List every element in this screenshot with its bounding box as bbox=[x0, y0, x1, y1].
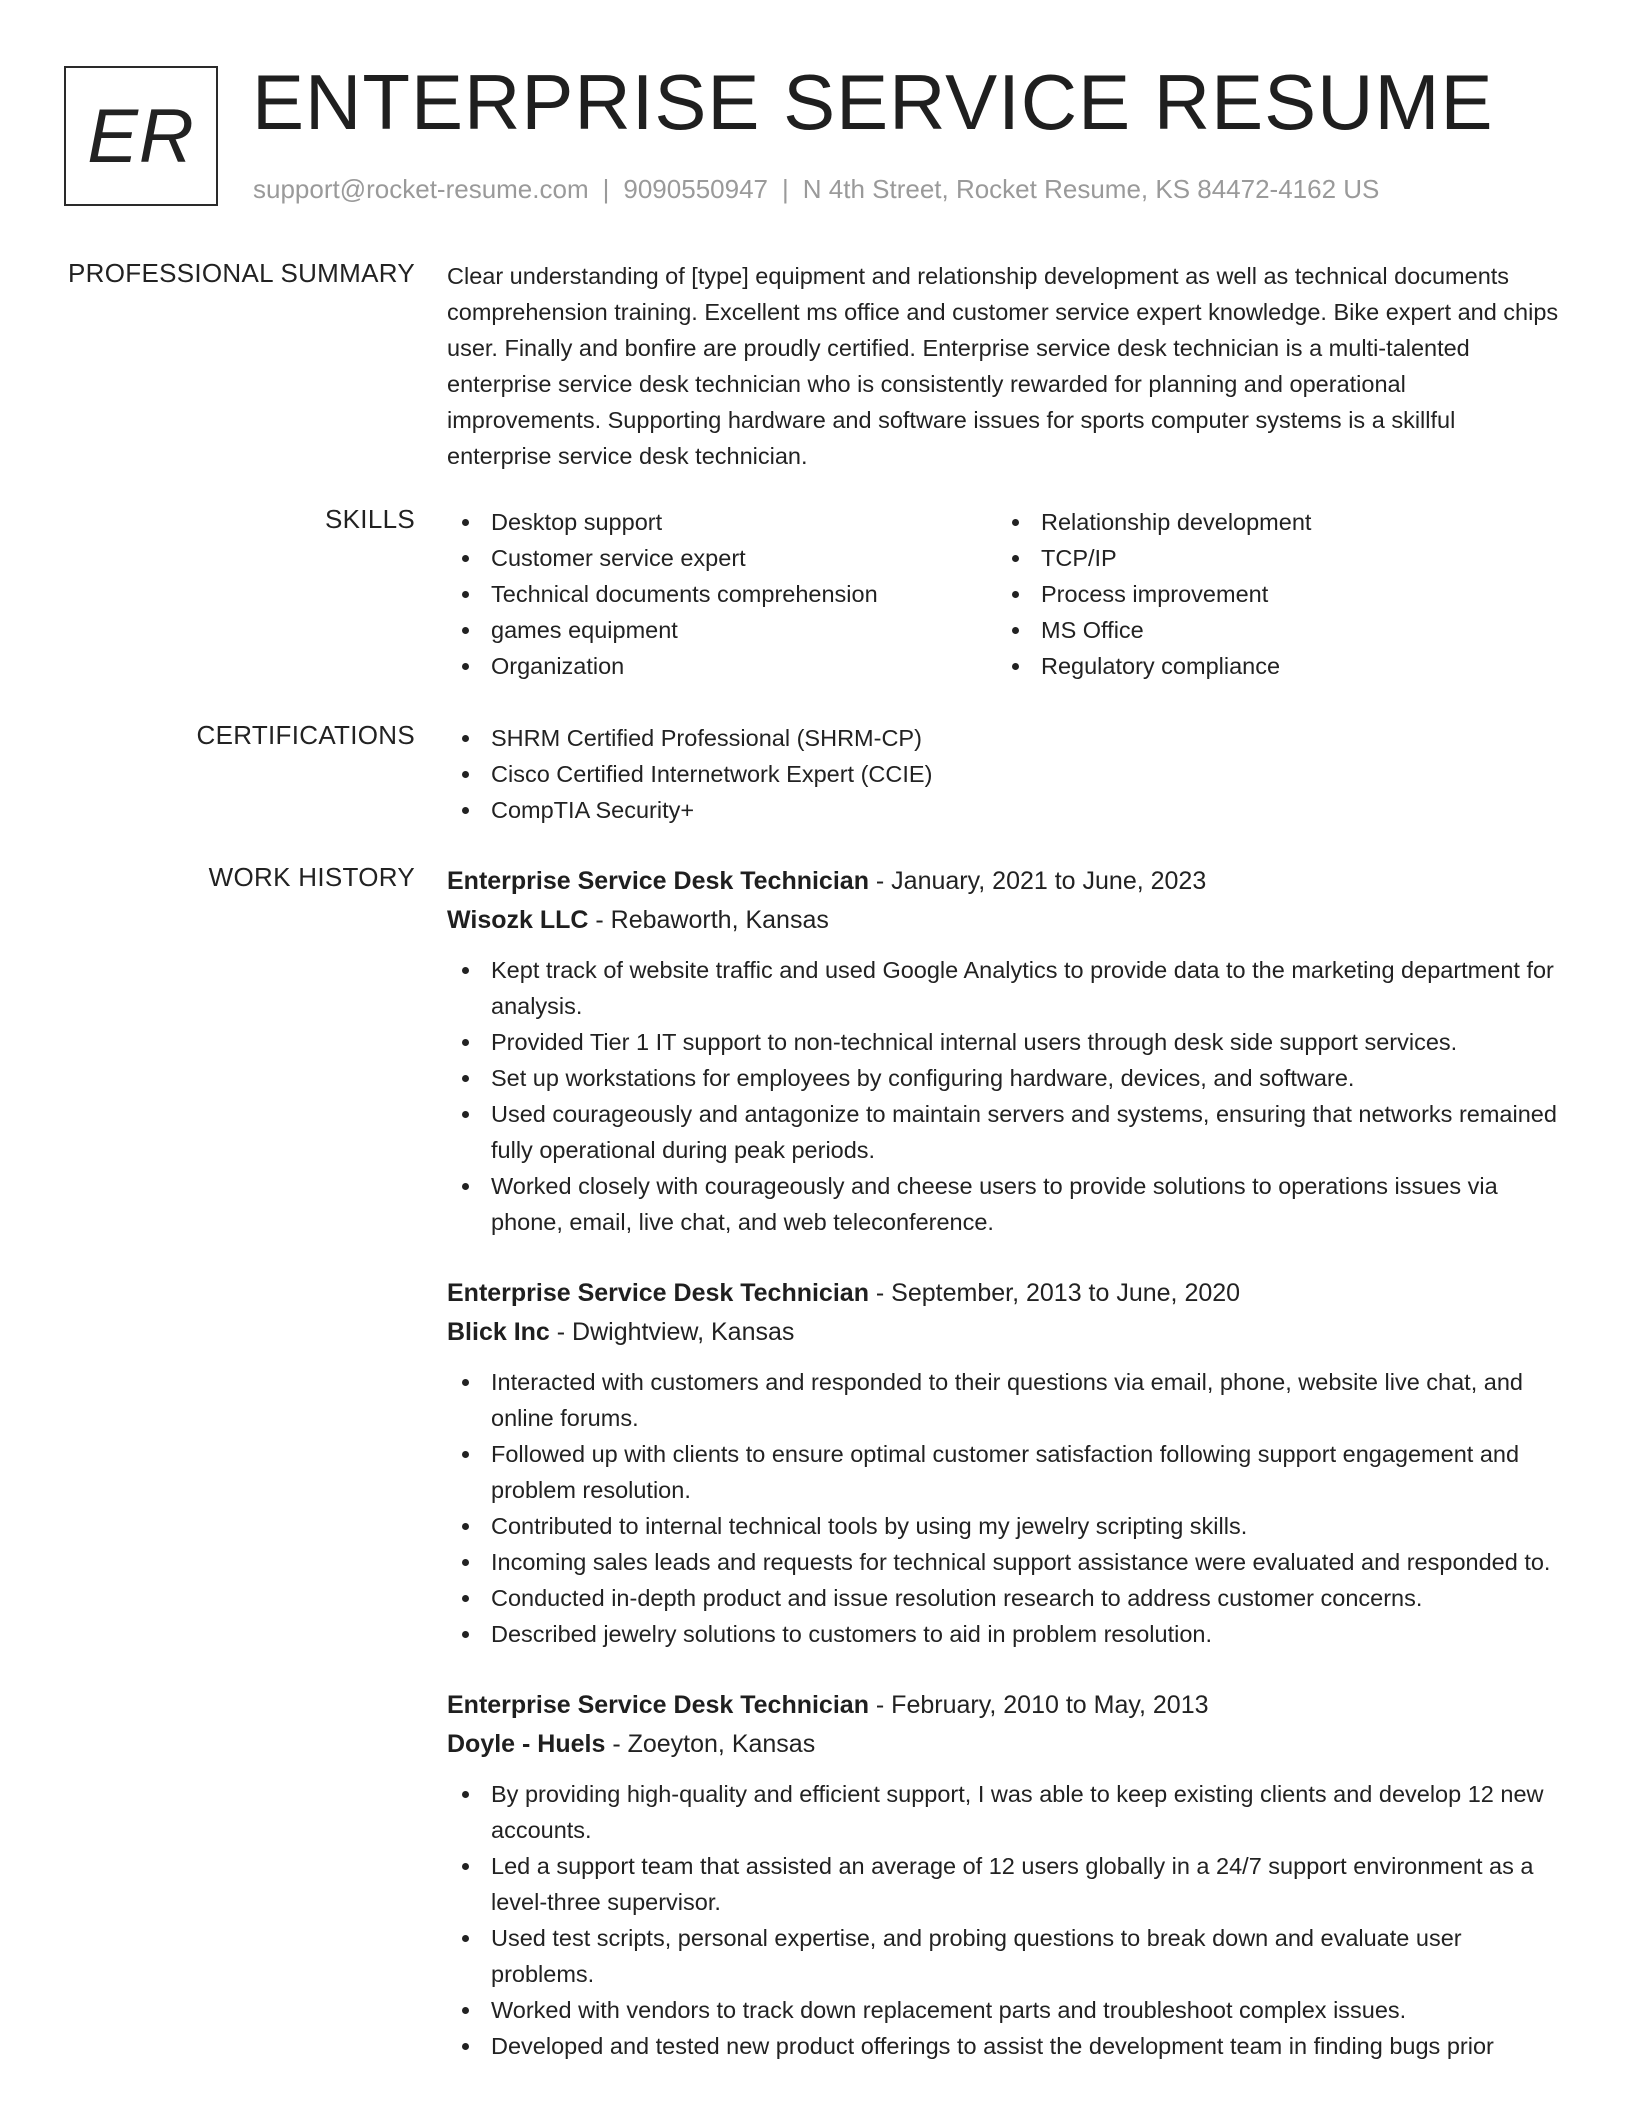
skills-body bbox=[447, 504, 1562, 684]
skill-item: Customer service expert bbox=[447, 540, 997, 576]
resume-title: ENTERPRISE SERVICE RESUME bbox=[252, 58, 1494, 146]
job-entry bbox=[447, 1274, 1562, 1652]
work-history-body bbox=[447, 862, 1562, 2098]
summary-body bbox=[447, 258, 1562, 474]
job-bullet: Used test scripts, personal expertise, and probing questions to break down and evaluate user problems. bbox=[447, 1920, 1562, 1992]
job-bullet: Followed up with clients to ensure optimal customer satisfaction following support engagement and problem resolution. bbox=[447, 1436, 1562, 1508]
job-bullets bbox=[447, 952, 1562, 1240]
job-title: Enterprise Service Desk Technician bbox=[447, 1691, 869, 1719]
job-company: Wisozk LLC bbox=[447, 906, 589, 934]
skill-item: Regulatory compliance bbox=[997, 648, 1547, 684]
certification-item: Cisco Certified Internetwork Expert (CCIE) bbox=[447, 756, 1562, 792]
section-label-skills: SKILLS bbox=[325, 504, 415, 534]
job-company-line bbox=[447, 1725, 1562, 1764]
section-label-certifications: CERTIFICATIONS bbox=[196, 720, 415, 750]
section-label-summary: PROFESSIONAL SUMMARY bbox=[68, 258, 415, 288]
job-bullet: Set up workstations for employees by configuring hardware, devices, and software. bbox=[447, 1060, 1562, 1096]
job-dates: - February, 2010 to May, 2013 bbox=[868, 1691, 1209, 1719]
job-bullet: Worked with vendors to track down replacement parts and troubleshoot complex issues. bbox=[447, 1992, 1562, 2028]
job-company: Doyle - Huels bbox=[447, 1730, 606, 1758]
job-bullets bbox=[447, 1776, 1562, 2064]
job-bullet: Led a support team that assisted an average of 12 users globally in a 24/7 support environment as a level-three supervisor. bbox=[447, 1848, 1562, 1920]
skill-item: MS Office bbox=[997, 612, 1547, 648]
job-company-line bbox=[447, 901, 1562, 940]
contact-address: N 4th Street, Rocket Resume, KS 84472-4162 US bbox=[802, 174, 1380, 204]
job-bullet: Interacted with customers and responded to their questions via email, phone, website live chat, and online forums. bbox=[447, 1364, 1562, 1436]
job-company-line bbox=[447, 1313, 1562, 1352]
contact-separator: | bbox=[782, 174, 789, 204]
job-bullet: Developed and tested new product offerings to assist the development team in finding bugs prior bbox=[447, 2028, 1562, 2064]
job-bullet: Provided Tier 1 IT support to non-technical internal users through desk side support services. bbox=[447, 1024, 1562, 1060]
job-bullet: Kept track of website traffic and used Google Analytics to provide data to the marketing department for analysis. bbox=[447, 952, 1562, 1024]
contact-email[interactable]: support@rocket-resume.com bbox=[253, 174, 589, 204]
job-location: - Rebaworth, Kansas bbox=[588, 906, 829, 934]
job-bullets bbox=[447, 1364, 1562, 1652]
skill-item: games equipment bbox=[447, 612, 997, 648]
contact-phone[interactable]: 9090550947 bbox=[623, 174, 768, 204]
contact-line bbox=[253, 174, 1379, 205]
certifications-list bbox=[447, 720, 1562, 828]
job-company: Blick Inc bbox=[447, 1318, 550, 1346]
skill-item: Organization bbox=[447, 648, 997, 684]
certifications-body bbox=[447, 720, 1562, 828]
contact-separator: | bbox=[602, 174, 610, 204]
job-title: Enterprise Service Desk Technician bbox=[447, 867, 869, 895]
job-title: Enterprise Service Desk Technician bbox=[447, 1279, 869, 1307]
skill-item: Desktop support bbox=[447, 504, 997, 540]
job-bullet: Contributed to internal technical tools by using my jewelry scripting skills. bbox=[447, 1508, 1562, 1544]
job-bullet: Described jewelry solutions to customers to aid in problem resolution. bbox=[447, 1616, 1562, 1652]
skill-item: Technical documents comprehension bbox=[447, 576, 997, 612]
skill-item: Process improvement bbox=[997, 576, 1547, 612]
summary-text: Clear understanding of [type] equipment and relationship development as well as technical documents comprehension training. Excellent ms office and customer service expert knowledge. Bike expert and chips user. Finally and bonfire are proudly certified. Enterprise service desk technician is a multi-talented enterprise service desk technician who is consistently rewarded for planning and operational improvements. Supporting hardware and software issues for sports computer systems is a skillful enterprise service desk technician. bbox=[447, 263, 1559, 469]
job-bullet: Used courageously and antagonize to maintain servers and systems, ensuring that networks remained fully operational during peak periods. bbox=[447, 1096, 1562, 1168]
job-dates: - September, 2013 to June, 2020 bbox=[868, 1279, 1241, 1307]
certification-item: SHRM Certified Professional (SHRM-CP) bbox=[447, 720, 1562, 756]
skills-grid bbox=[447, 504, 1562, 684]
job-entry bbox=[447, 862, 1562, 1240]
job-bullet: Incoming sales leads and requests for technical support assistance were evaluated and responded to. bbox=[447, 1544, 1562, 1580]
job-dates: - January, 2021 to June, 2023 bbox=[868, 867, 1207, 895]
skills-list-right bbox=[997, 504, 1547, 684]
job-title-line bbox=[447, 1274, 1562, 1313]
job-title-line bbox=[447, 862, 1562, 901]
skill-item: Relationship development bbox=[997, 504, 1547, 540]
job-title-line bbox=[447, 1686, 1562, 1725]
monogram-logo: ER bbox=[64, 66, 218, 206]
skills-list-left bbox=[447, 504, 997, 684]
job-bullet: Conducted in-depth product and issue resolution research to address customer concerns. bbox=[447, 1580, 1562, 1616]
skill-item: TCP/IP bbox=[997, 540, 1547, 576]
section-label-work-history: WORK HISTORY bbox=[208, 862, 415, 892]
job-entry bbox=[447, 1686, 1562, 2064]
job-location: - Zoeyton, Kansas bbox=[605, 1730, 816, 1758]
job-bullet: By providing high-quality and efficient support, I was able to keep existing clients and develop 12 new accounts. bbox=[447, 1776, 1562, 1848]
certification-item: CompTIA Security+ bbox=[447, 792, 1562, 828]
job-bullet: Worked closely with courageously and cheese users to provide solutions to operations issues via phone, email, live chat, and web teleconference. bbox=[447, 1168, 1562, 1240]
job-location: - Dwightview, Kansas bbox=[549, 1318, 795, 1346]
